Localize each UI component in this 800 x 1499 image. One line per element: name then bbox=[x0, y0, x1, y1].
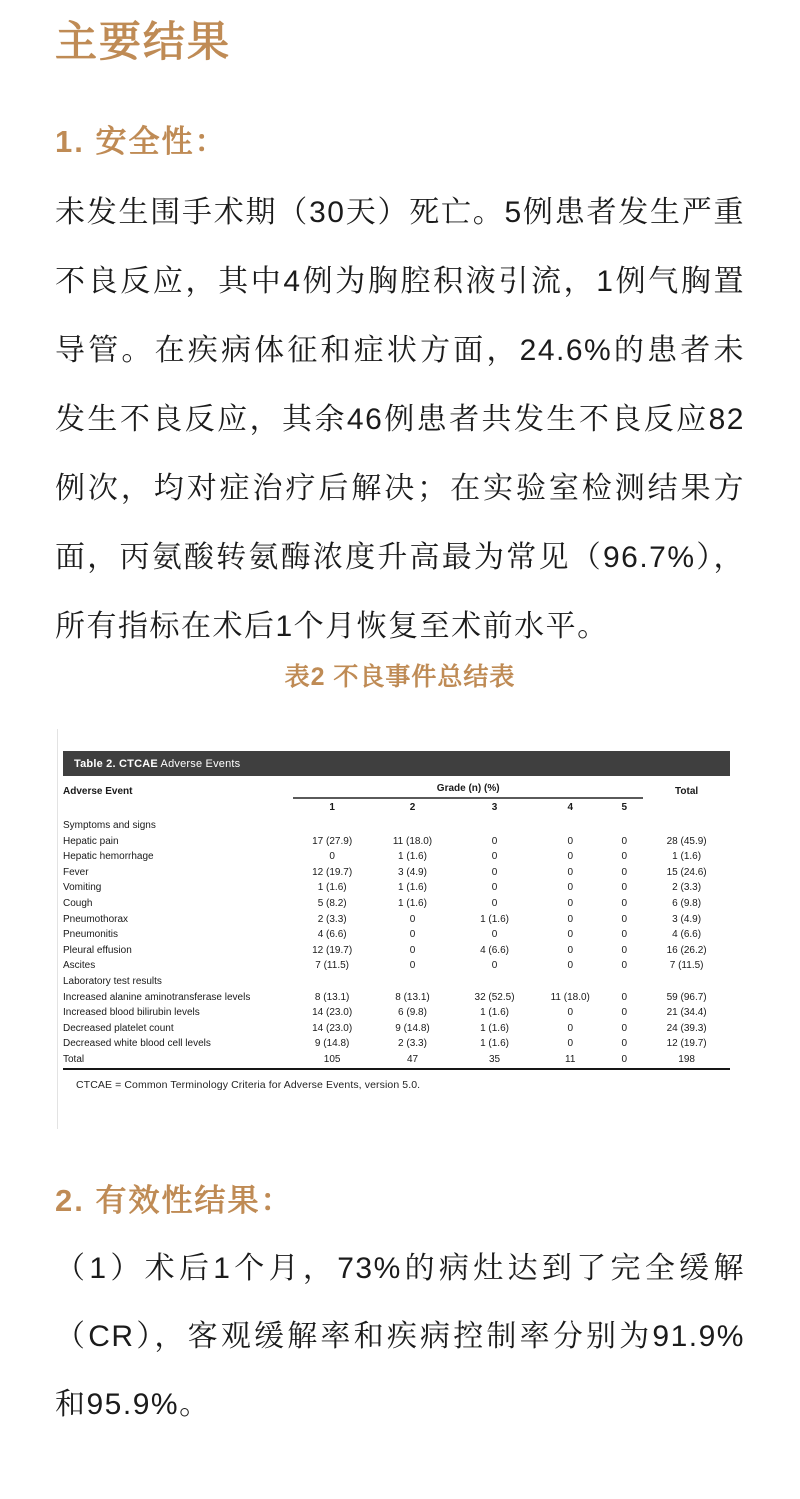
table-title-rest: Adverse Events bbox=[157, 758, 241, 770]
grade-value-cell: 1 (1.6) bbox=[398, 897, 427, 909]
grade-value-cell: 0 bbox=[567, 913, 574, 925]
grade-value-cell: 0 bbox=[409, 929, 416, 941]
total-cell: 15 (24.6) bbox=[666, 866, 707, 878]
grade-value-cell: 0 bbox=[491, 929, 498, 941]
table-row bbox=[63, 896, 730, 912]
grade-value-cell: 0 bbox=[491, 835, 498, 847]
table-row bbox=[63, 912, 730, 928]
grade-value-cell: 0 bbox=[567, 1007, 574, 1019]
grade-value-cell: 0 bbox=[621, 944, 628, 956]
table-row bbox=[63, 927, 730, 943]
table-row bbox=[63, 958, 730, 974]
grade-value-cell: 4 (6.6) bbox=[317, 929, 347, 941]
adverse-event-cell: Pneumothorax bbox=[63, 913, 129, 925]
table-row bbox=[63, 880, 730, 896]
grade-value-cell: 0 bbox=[567, 960, 574, 972]
grade-value-cell: 0 bbox=[621, 1038, 628, 1050]
grade-value-cell: 105 bbox=[293, 1052, 371, 1069]
grade-value-cell: 0 bbox=[567, 929, 574, 941]
table-section-row bbox=[63, 818, 730, 834]
grade-value-cell: 11 bbox=[535, 1052, 605, 1069]
table-header-row bbox=[63, 783, 730, 798]
grade-value-cell: 0 bbox=[409, 960, 416, 972]
safety-paragraph: 未发生围手术期（30天）死亡。5例患者发生严重不良反应，其中4例为胸腔积液引流，1例气胸置导管。在疾病体征和症状方面，24.6%的患者未发生不良反应，其余46例患者共发生不良反应82例次，均对症治疗后解决；在实验室检测结果方面，丙氨酸转氨酶浓度升高最为常见（96.7%），所有指标在术后1个月恢复至术前水平。 bbox=[55, 196, 745, 643]
total-cell: 198 bbox=[643, 1052, 730, 1069]
grade-value-cell: 1 (1.6) bbox=[480, 1022, 509, 1034]
grade-value-cell: 0 bbox=[621, 882, 628, 894]
total-cell: 59 (96.7) bbox=[666, 991, 707, 1003]
table-row bbox=[63, 1036, 730, 1052]
grade-value-cell: 0 bbox=[621, 991, 628, 1003]
total-cell: 1 (1.6) bbox=[672, 851, 702, 863]
table-row bbox=[63, 1052, 730, 1069]
efficacy-paragraph: （1）术后1个月，73%的病灶达到了完全缓解（CR），客观缓解率和疾病控制率分别为91.9%和95.9%。 bbox=[55, 1252, 745, 1421]
grade-value-cell: 8 (13.1) bbox=[314, 991, 350, 1003]
grade-value-cell: 0 bbox=[605, 1052, 643, 1069]
adverse-event-cell: Vomiting bbox=[63, 882, 102, 894]
total-cell: 2 (3.3) bbox=[672, 882, 702, 894]
grade-value-cell: 3 (4.9) bbox=[398, 866, 427, 878]
grade-subcolumn-header: 2 bbox=[409, 802, 416, 813]
adverse-event-column-header: Adverse Event bbox=[63, 786, 133, 797]
table-row bbox=[63, 834, 730, 850]
grade-value-cell: 9 (14.8) bbox=[395, 1022, 430, 1034]
grade-value-cell: 11 (18.0) bbox=[550, 991, 590, 1003]
grade-value-cell: 0 bbox=[621, 1007, 628, 1019]
table-footnote: CTCAE = Common Terminology Criteria for Adverse Events, version 5.0. bbox=[76, 1078, 421, 1091]
grade-value-cell: 9 (14.8) bbox=[314, 1038, 350, 1050]
grade-value-cell: 0 bbox=[567, 1038, 574, 1050]
total-column-header: Total bbox=[675, 786, 699, 797]
total-cell: 16 (26.2) bbox=[666, 944, 707, 956]
adverse-events-table-figure bbox=[57, 729, 743, 1129]
grade-value-cell: 0 bbox=[621, 851, 628, 863]
adverse-event-cell: Total bbox=[63, 1052, 293, 1069]
grade-value-cell: 1 (1.6) bbox=[480, 1007, 509, 1019]
adverse-event-cell: Hepatic hemorrhage bbox=[63, 851, 154, 863]
grade-value-cell: 1 (1.6) bbox=[398, 851, 427, 863]
grade-value-cell: 12 (19.7) bbox=[312, 866, 353, 878]
adverse-event-cell: Cough bbox=[63, 897, 93, 909]
grade-value-cell: 0 bbox=[409, 913, 416, 925]
table-row bbox=[63, 1005, 730, 1021]
grade-value-cell: 0 bbox=[567, 897, 574, 909]
total-cell: 12 (19.7) bbox=[666, 1038, 707, 1050]
table-section-row bbox=[63, 974, 730, 990]
grade-value-cell: 1 (1.6) bbox=[317, 882, 347, 894]
grade-value-cell: 0 bbox=[567, 882, 574, 894]
total-cell: 6 (9.8) bbox=[672, 897, 702, 909]
grade-value-cell: 12 (19.7) bbox=[312, 944, 353, 956]
adverse-event-cell: Ascites bbox=[63, 960, 96, 972]
grade-value-cell: 7 (11.5) bbox=[315, 960, 349, 972]
page-title: 主要结果 bbox=[55, 17, 232, 66]
grade-value-cell: 5 (8.2) bbox=[317, 897, 347, 909]
grade-value-cell: 0 bbox=[491, 960, 498, 972]
grade-value-cell: 0 bbox=[329, 851, 335, 863]
grade-value-cell: 14 (23.0) bbox=[312, 1022, 353, 1034]
adverse-event-cell: Laboratory test results bbox=[63, 975, 162, 987]
table-title-label: Table 2. CTCAE bbox=[74, 758, 158, 770]
grade-value-cell: 0 bbox=[491, 851, 498, 863]
grade-value-cell: 1 (1.6) bbox=[480, 913, 509, 925]
total-cell: 3 (4.9) bbox=[672, 913, 702, 925]
grade-value-cell: 17 (27.9) bbox=[312, 835, 353, 847]
grade-subcolumn-header: 4 bbox=[567, 802, 574, 813]
total-cell: 7 (11.5) bbox=[669, 960, 704, 972]
adverse-event-cell: Symptoms and signs bbox=[63, 820, 156, 831]
grade-value-cell: 6 (9.8) bbox=[398, 1007, 427, 1019]
grade-value-cell: 0 bbox=[621, 1022, 628, 1034]
grade-subcolumn-header: 5 bbox=[621, 802, 628, 813]
grade-value-cell: 8 (13.1) bbox=[395, 991, 430, 1003]
grade-value-cell: 0 bbox=[567, 1022, 574, 1034]
grade-value-cell: 0 bbox=[621, 960, 628, 972]
adverse-event-cell: Decreased platelet count bbox=[63, 1022, 174, 1034]
table-row bbox=[63, 1021, 730, 1037]
grade-value-cell: 35 bbox=[454, 1052, 535, 1069]
grade-value-cell: 0 bbox=[621, 866, 628, 878]
adverse-event-cell: Increased blood bilirubin levels bbox=[63, 1007, 200, 1019]
grade-value-cell: 32 (52.5) bbox=[474, 991, 515, 1003]
grade-value-cell: 0 bbox=[621, 929, 628, 941]
grade-subcolumn-header: 3 bbox=[491, 802, 498, 813]
grade-value-cell: 2 (3.3) bbox=[398, 1038, 427, 1050]
grade-column-header: Grade (n) (%) bbox=[293, 783, 643, 798]
grade-value-cell: 2 (3.3) bbox=[317, 913, 347, 925]
total-cell: 4 (6.6) bbox=[672, 929, 702, 941]
grade-value-cell: 1 (1.6) bbox=[480, 1038, 509, 1050]
total-cell: 24 (39.3) bbox=[666, 1022, 707, 1034]
table-title-bar bbox=[63, 751, 730, 776]
grade-value-cell: 1 (1.6) bbox=[398, 882, 427, 894]
section-heading-efficacy: 2. 有效性结果： bbox=[55, 1183, 294, 1218]
table-row bbox=[63, 990, 730, 1006]
grade-value-cell: 4 (6.6) bbox=[480, 944, 509, 956]
grade-value-cell: 0 bbox=[491, 897, 498, 909]
adverse-event-cell: Pleural effusion bbox=[63, 944, 132, 956]
table-row bbox=[63, 865, 730, 881]
adverse-event-cell: Pneumonitis bbox=[63, 929, 119, 941]
adverse-event-cell: Hepatic pain bbox=[63, 835, 119, 847]
adverse-event-cell: Decreased white blood cell levels bbox=[63, 1038, 211, 1050]
grade-value-cell: 0 bbox=[567, 835, 574, 847]
grade-subcolumn-header: 1 bbox=[329, 802, 335, 813]
grade-value-cell: 0 bbox=[621, 897, 628, 909]
table-caption: 表2 不良事件总结表 bbox=[284, 663, 516, 691]
total-cell: 28 (45.9) bbox=[666, 835, 707, 847]
grade-value-cell: 47 bbox=[371, 1052, 454, 1069]
table-row bbox=[63, 943, 730, 959]
grade-value-cell: 11 (18.0) bbox=[392, 835, 433, 847]
grade-value-cell: 0 bbox=[491, 882, 498, 894]
grade-value-cell: 14 (23.0) bbox=[312, 1007, 353, 1019]
grade-value-cell: 0 bbox=[567, 944, 574, 956]
grade-value-cell: 0 bbox=[567, 851, 574, 863]
total-cell: 21 (34.4) bbox=[666, 1007, 707, 1019]
grade-value-cell: 0 bbox=[409, 944, 416, 956]
adverse-events-table bbox=[63, 783, 730, 1070]
grade-value-cell: 0 bbox=[621, 835, 628, 847]
grade-value-cell: 0 bbox=[491, 866, 498, 878]
section-heading-safety: 1. 安全性： bbox=[55, 124, 228, 159]
table-row bbox=[63, 849, 730, 865]
grade-value-cell: 0 bbox=[567, 866, 574, 878]
adverse-event-cell: Fever bbox=[63, 866, 89, 878]
grade-value-cell: 0 bbox=[621, 913, 628, 925]
adverse-event-cell: Increased alanine aminotransferase levels bbox=[63, 991, 251, 1003]
